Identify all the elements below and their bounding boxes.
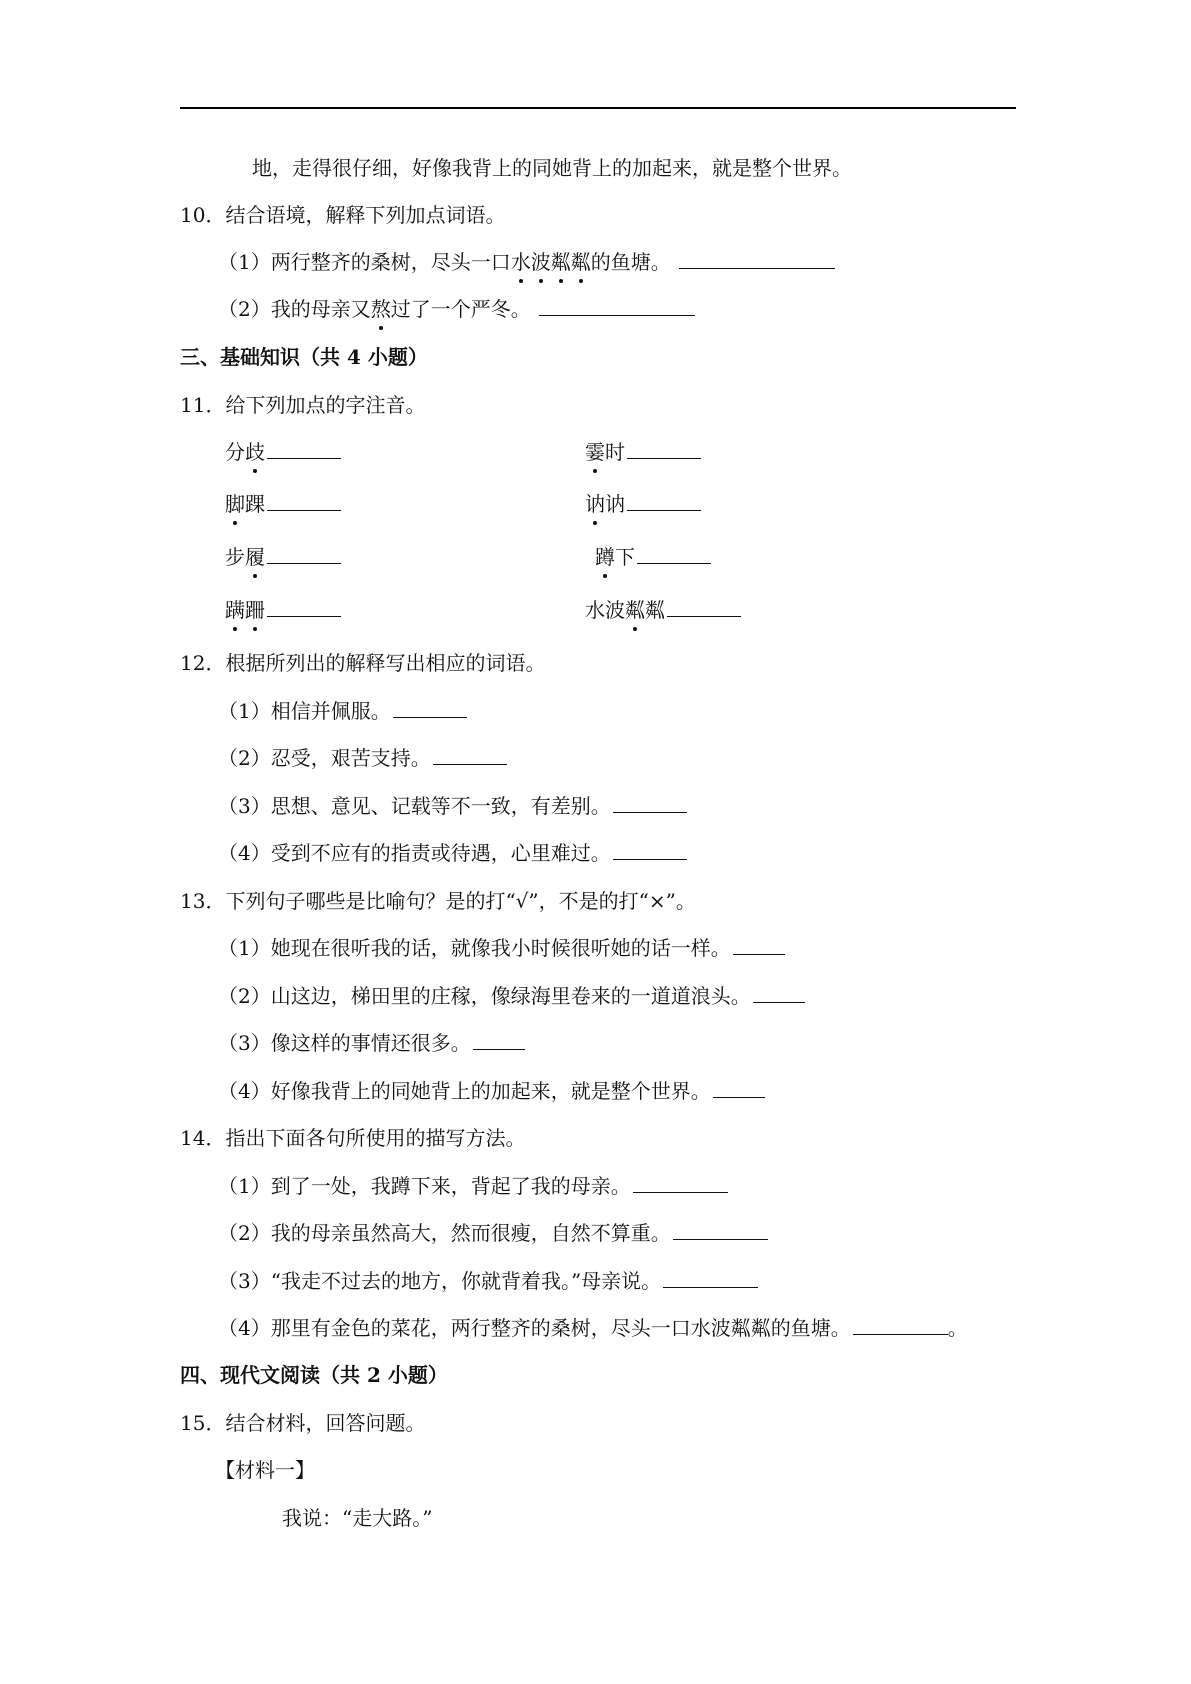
question-13-item: （2）山这边，梯田里的庄稼，像绿海里卷来的一道道浪头。 (218, 982, 805, 1010)
answer-blank[interactable] (673, 1219, 768, 1240)
answer-blank[interactable] (613, 839, 687, 860)
answer-blank[interactable] (627, 438, 701, 459)
answer-blank[interactable] (267, 490, 341, 511)
answer-blank[interactable] (633, 1172, 728, 1193)
question-13-item: （1）她现在很听我的话，就像我小时候很听她的话一样。 (218, 934, 785, 962)
question-10-item-2: （2）我的母亲又熬过了一个严冬。 (218, 295, 695, 323)
answer-blank[interactable] (753, 982, 805, 1003)
pinyin-item: 脚踝 (225, 490, 341, 518)
pinyin-item: 讷讷 (585, 490, 701, 518)
pinyin-item: 蹒跚 (225, 596, 341, 624)
answer-blank[interactable] (267, 543, 341, 564)
pinyin-item: 水波粼粼 (585, 596, 741, 624)
answer-blank[interactable] (267, 438, 341, 459)
answer-blank[interactable] (473, 1029, 525, 1050)
section-4-heading: 四、现代文阅读（共 2 小题） (180, 1363, 448, 1387)
dotted-char: 熬 (370, 297, 391, 321)
answer-blank[interactable] (613, 792, 687, 813)
question-12-item: （4）受到不应有的指责或待遇，心里难过。 (218, 839, 687, 867)
dotted-char: 波 (530, 250, 551, 274)
passage-line: 地，走得很仔细，好像我背上的同她背上的加起来，就是整个世界。 (252, 156, 852, 180)
pinyin-item: 步履 (225, 543, 341, 571)
question-14-title: 14．指出下面各句所使用的描写方法。 (180, 1126, 526, 1150)
question-14-item: （3）“我走不过去的地方，你就背着我。”母亲说。 (218, 1267, 758, 1295)
question-12-item: （1）相信并佩服。 (218, 697, 467, 725)
pinyin-item: 霎时 (585, 438, 701, 466)
dotted-char: 粼 (550, 250, 571, 274)
question-10-item-1: （1）两行整齐的桑树，尽头一口水波粼粼的鱼塘。 (218, 248, 835, 276)
answer-blank[interactable] (637, 543, 711, 564)
answer-blank[interactable] (433, 744, 507, 765)
question-15-title: 15．结合材料，回答问题。 (180, 1411, 426, 1435)
answer-blank[interactable] (663, 1267, 758, 1288)
question-13-item: （4）好像我背上的同她背上的加起来，就是整个世界。 (218, 1077, 765, 1105)
answer-blank[interactable] (679, 248, 835, 269)
answer-blank[interactable] (853, 1314, 948, 1335)
dotted-char: 水 (510, 250, 531, 274)
question-11-title: 11．给下列加点的字注音。 (180, 393, 426, 417)
question-13-title: 13．下列句子哪些是比喻句？是的打“√”，不是的打“×”。 (180, 889, 696, 913)
question-12-title: 12．根据所列出的解释写出相应的词语。 (180, 651, 546, 675)
question-10-title: 10．结合语境，解释下列加点词语。 (180, 203, 506, 227)
question-12-item: （2）忍受，艰苦支持。 (218, 744, 507, 772)
answer-blank[interactable] (539, 295, 695, 316)
question-13-item: （3）像这样的事情还很多。 (218, 1029, 525, 1057)
pinyin-item: 分歧 (225, 438, 341, 466)
answer-blank[interactable] (267, 596, 341, 617)
pinyin-item: 蹲下 (595, 543, 711, 571)
question-14-item: （4）那里有金色的菜花，两行整齐的桑树，尽头一口水波粼粼的鱼塘。 。 (218, 1316, 968, 1340)
answer-blank[interactable] (667, 596, 741, 617)
header-rule (180, 107, 1016, 109)
answer-blank[interactable] (713, 1077, 765, 1098)
answer-blank[interactable] (393, 697, 467, 718)
material-label: 【材料一】 (215, 1458, 315, 1482)
question-14-item: （1）到了一处，我蹲下来，背起了我的母亲。 (218, 1172, 728, 1200)
dotted-char: 粼 (570, 250, 591, 274)
question-14-item: （2）我的母亲虽然高大，然而很瘦，自然不算重。 (218, 1219, 768, 1247)
material-quote: 我说：“走大路。” (282, 1506, 433, 1530)
question-12-item: （3）思想、意见、记载等不一致，有差别。 (218, 792, 687, 820)
section-3-heading: 三、基础知识（共 4 小题） (180, 345, 428, 369)
answer-blank[interactable] (627, 490, 701, 511)
answer-blank[interactable] (733, 934, 785, 955)
